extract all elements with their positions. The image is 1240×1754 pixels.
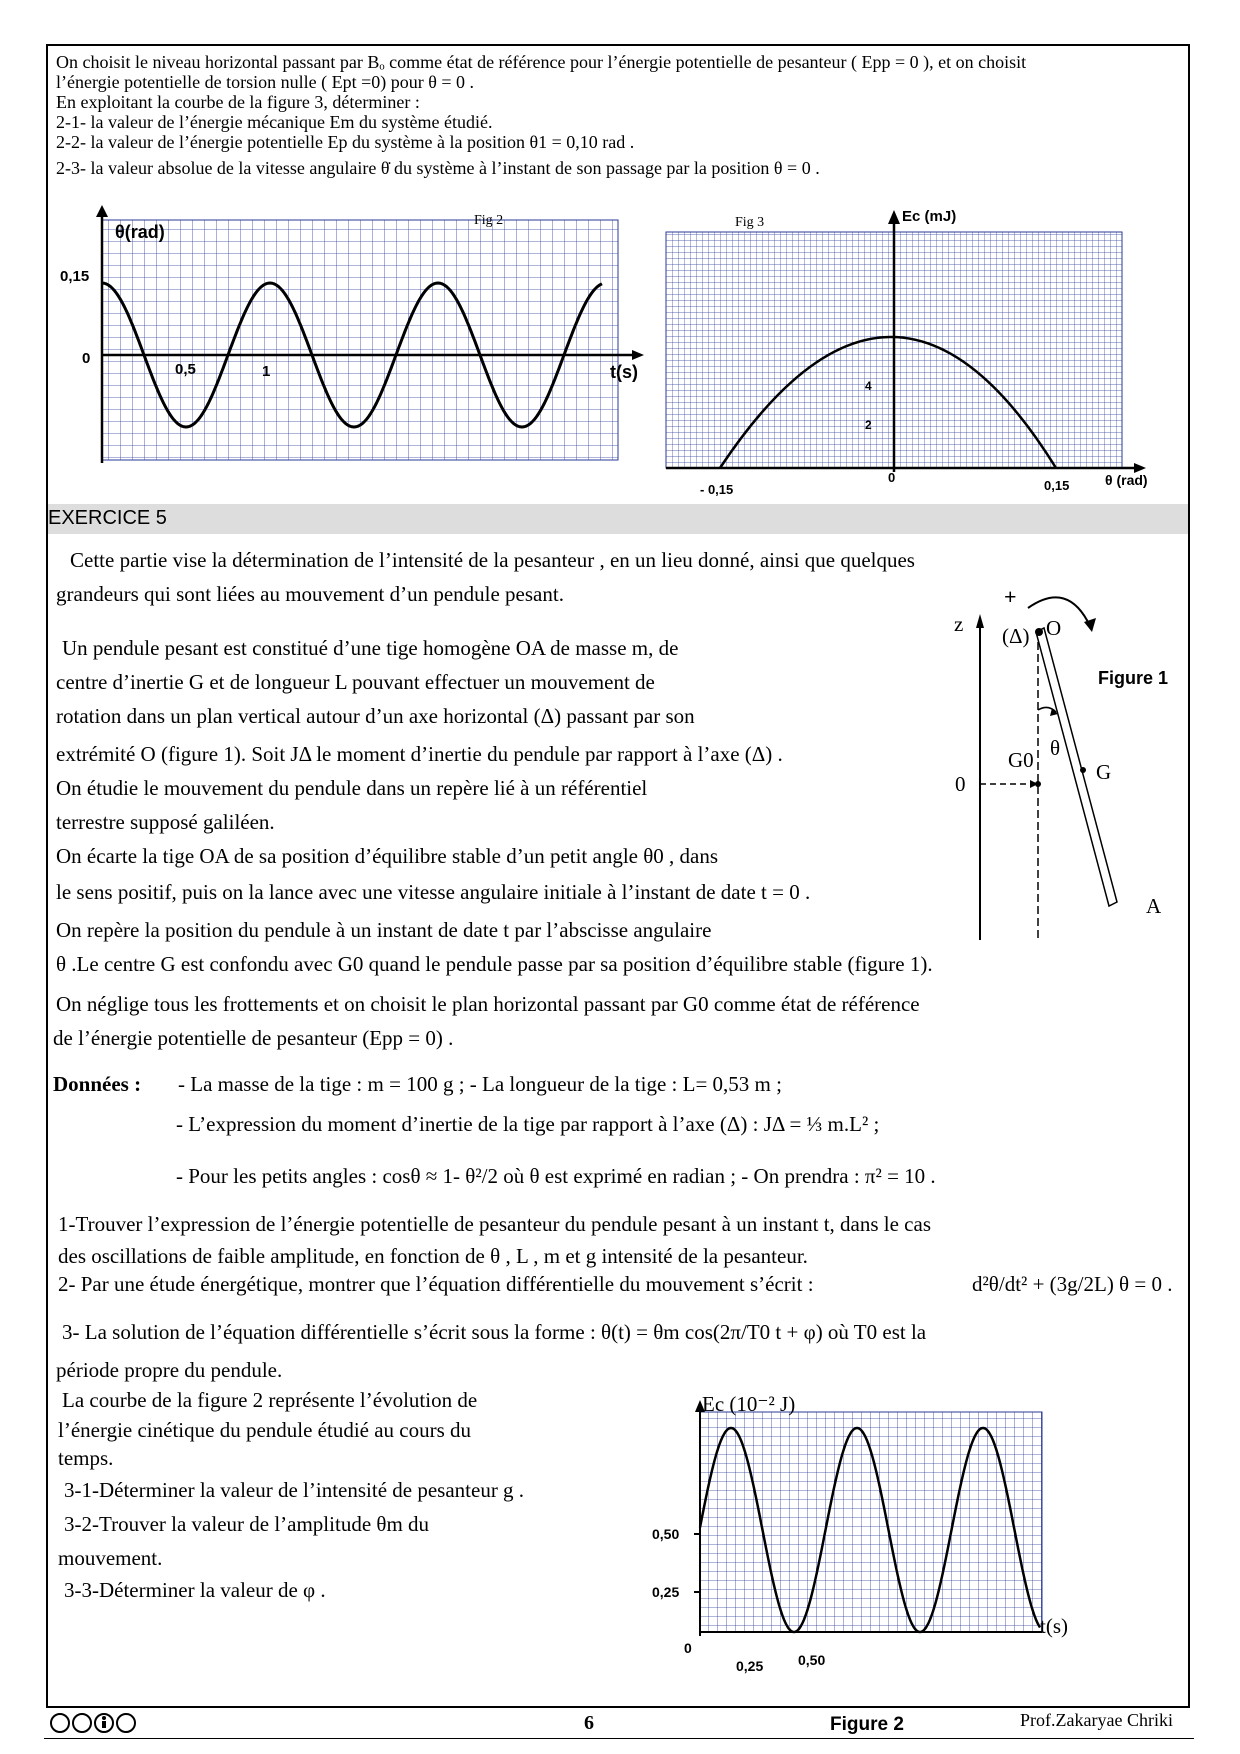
fig3-tick-right: 0,15 [1044,478,1070,493]
p2-line-7: On écarte la tige OA de sa position d’équilibre stable d’un petit angle θ0 , dans [56,844,719,868]
fig3-caption: Fig 3 [735,215,765,230]
p2-line-12: de l’énergie potentielle de pesanteur (Epp = 0) . [53,1026,454,1050]
p2-line-10: θ .Le centre G est confondu avec G0 quand le pendule passe par sa position d’équilibre stable (figure 1). [56,952,933,976]
fig2-xlabel: t(s) [610,362,638,382]
fig1-G0-label: G0 [1008,748,1034,772]
fig1-theta-label: θ [1050,736,1061,760]
p1-line-1: Cette partie vise la détermination de l’intensité de la pesanteur , en un lieu donné, ainsi que quelques [70,548,915,572]
p2-line-5: On étudie le mouvement du pendule dans un repère lié à un référentiel [56,776,648,800]
q33-text: 3-3-Déterminer la valeur de φ . [64,1578,326,1602]
fig1-O-label: O [1046,616,1062,640]
fig2b-x050: 0,50 [798,1652,826,1668]
fig2-top-chart [60,205,660,485]
page-number: 6 [584,1712,594,1734]
fig2-tick-x2: 1 [262,363,271,380]
p2-line-8: le sens positif, puis on la lance avec une vitesse angulaire initiale à l’instant de date t = 0 . [56,880,811,904]
fig3-top-chart [666,210,1166,480]
fig2b-y050: 0,50 [652,1526,680,1542]
fig1-A-label: A [1146,894,1162,918]
intro-line-2: l’énergie potentielle de torsion nulle ( Ept =0) pour θ = 0 . [56,72,474,92]
fig3-xlabel: θ (rad) [1105,472,1148,488]
fig1-plus-sign: + [1004,584,1017,609]
fig2b-ylabel: Ec (10⁻² J) [702,1392,796,1416]
q2-equation: d²θ/dt² + (3g/2L) θ = 0 . [972,1272,1173,1296]
fig1-G-label: G [1096,760,1112,784]
p2-line-3: rotation dans un plan vertical autour d’un axe horizontal (Δ) passant par son [56,704,695,728]
footer-rule [44,1738,1194,1739]
data-line-3: - Pour les petits angles : cosθ ≈ 1- θ²/2 où θ est exprimé en radian ; - On prendra : π² = 10 . [176,1164,936,1188]
q3-context-3: temps. [58,1446,114,1470]
q3-context-2: l’énergie cinétique du pendule étudié au cours du [58,1418,472,1442]
cc-license-icon [50,1712,142,1734]
q1-line-1: 1-Trouver l’expression de l’énergie potentielle de pesanteur du pendule pesant à un instant t, dans le cas [58,1212,931,1236]
fig2b-xlabel: t(s) [1040,1614,1068,1638]
fig2-tick-y: 0,15 [60,268,90,285]
author: Prof.Zakaryae Chriki [1020,1710,1173,1730]
p1-line-2: grandeurs qui sont liées au mouvement d’un pendule pesant. [56,582,564,606]
q32-text: 3-2-Trouver la valeur de l’amplitude θm du [64,1512,430,1536]
fig2b-y0: 0 [684,1640,692,1656]
p2-line-9: On repère la position du pendule à un instant de date t par l’abscisse angulaire [56,918,712,942]
intro-line-6: 2-3- la valeur absolue de la vitesse angulaire θ̇ du système à l’instant de son passage par la position θ = 0 . [56,158,820,178]
fig1-zero-label: 0 [955,772,966,796]
q3-text: 3- La solution de l’équation différentielle s’écrit sous la forme : θ(t) = θm cos(2π/T0 t + φ) où T0 est la [62,1320,927,1344]
fig2b-y025: 0,25 [652,1584,680,1600]
p2-line-2: centre d’inertie G et de longueur L pouvant effectuer un mouvement de [56,670,655,694]
q31-text: 3-1-Déterminer la valeur de l’intensité de pesanteur g . [64,1478,525,1502]
p2-line-6: terrestre supposé galiléen. [56,810,275,834]
license-text: cc by nc sa [146,1712,151,1713]
fig3-tick-zero: 0 [888,470,896,485]
data-label: Données : [53,1072,142,1096]
data-line-2: - L’expression du moment d’inertie de la tige par rapport à l’axe (Δ) : JΔ = ⅓ m.L² ; [176,1112,880,1136]
fig1-z-label: z [954,612,964,636]
fig1-caption: Figure 1 [1098,668,1169,688]
q1-line-2: des oscillations de faible amplitude, en fonction de θ , L , m et g intensité de la pesanteur. [58,1244,808,1268]
fig2-tick-x1: 0,5 [175,361,196,378]
fig1-delta-label: (Δ) [1002,624,1030,648]
p2-line-4: extrémité O (figure 1). Soit JΔ le moment d’inertie du pendule par rapport à l’axe (Δ) . [56,742,783,766]
exercise-header [48,504,1188,534]
intro-line-3: En exploitant la courbe de la figure 3, déterminer : [56,92,420,112]
fig2b-x025: 0,25 [736,1658,764,1674]
fig3-tick-y2: 2 [865,418,872,432]
p2-line-1: Un pendule pesant est constitué d’une tige homogène OA de masse m, de [62,636,679,660]
exercise-title: EXERCICE 5 [48,507,167,529]
q3-context-1: La courbe de la figure 2 représente l’évolution de [62,1388,478,1412]
intro-line-4: 2-1- la valeur de l’énergie mécanique Em du système étudié. [56,112,493,132]
p2-line-11: On néglige tous les frottements et on choisit le plan horizontal passant par G0 comme état de référence [56,992,920,1016]
fig2-caption: Fig 2 [474,213,504,228]
intro-line-5: 2-2- la valeur de l’énergie potentielle Ep du système à la position θ1 = 0,10 rad . [56,132,635,152]
fig3-ylabel: Ec (mJ) [902,208,957,225]
fig2-tick-zero: 0 [82,350,91,367]
intro-line-1: On choisit le niveau horizontal passant par Bₒ comme état de référence pour l’énergie potentielle de pesanteur ( Epp = 0 ), et on choisit [56,52,1027,72]
fig3-tick-left: - 0,15 [700,482,734,497]
fig2-ylabel: θ(rad) [115,222,165,242]
q3-text-2: période propre du pendule. [56,1358,283,1382]
q2-text: 2- Par une étude énergétique, montrer que l’équation différentielle du mouvement s’écrit : [58,1272,814,1296]
fig3-tick-y1: 4 [865,379,872,393]
data-line-1: - La masse de la tige : m = 100 g ; - La longueur de la tige : L= 0,53 m ; [178,1072,782,1096]
q32-text-2: mouvement. [58,1546,163,1570]
fig2-bottom-chart [690,1400,1070,1640]
fig2b-caption: Figure 2 [830,1714,904,1735]
